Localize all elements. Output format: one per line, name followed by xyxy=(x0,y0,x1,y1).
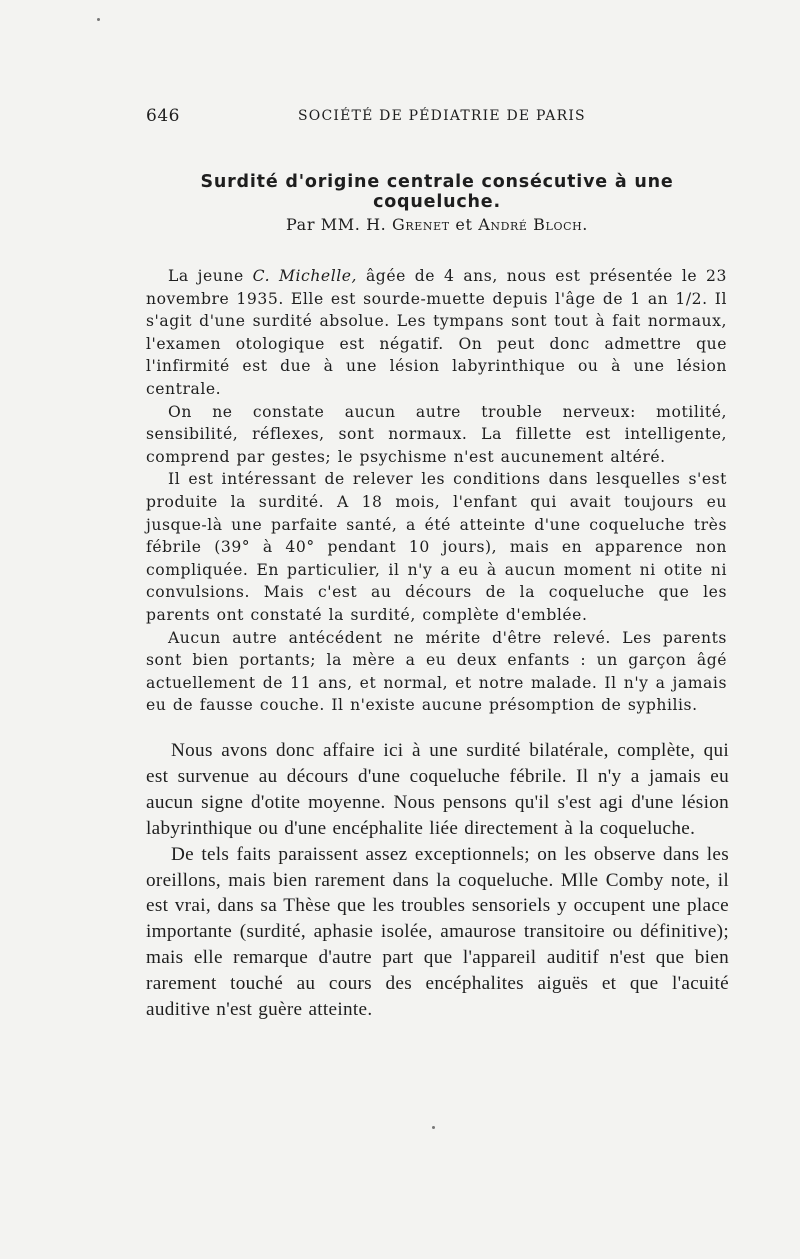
case-paragraph xyxy=(146,265,727,401)
authors-prefix: Par MM. H. xyxy=(286,215,393,234)
discussion-paragraph: De tels faits paraissent assez exceptionnels; on les observe dans les oreillons, mais bien rarement dans la coqueluche. Mlle Comby note, il est vrai, dans sa Thèse que les troubles sensoriels y occupent une place importante (surdité, aphasie isolée, amaurose transitoire ou définitive); mais elle remarque d'autre part que l'appareil auditif n'est que bien rarement touché au cours des encéphalites aiguës et que l'acuité auditive n'est guère atteinte. xyxy=(146,843,729,1021)
case-paragraph: Aucun autre antécédent ne mérite d'être relevé. Les parents sont bien portants; la mère a eu deux enfants : un garçon âgé actuellement de 11 ans, et normal, et notre malade. Il n'y a jamais eu de fausse couche. Il n'existe aucune présomption de syphilis. xyxy=(146,628,727,715)
article-authors xyxy=(146,215,728,234)
case-paragraph: Il est intéressant de relever les conditions dans lesquelles s'est produite la surdité. A 18 mois, l'enfant qui avait toujours eu jusque-là une parfaite santé, a été atteinte d'une coqueluche très fébrile (39° à 40° pendant 10 jours), mais en apparence non compliquée. En particulier, il n'y a eu à aucun moment ni otite ni convulsions. Mais c'est au décours de la coqueluche que les parents ont constaté la surdité, complète d'emblée. xyxy=(146,470,727,624)
case-report xyxy=(146,265,727,717)
case-paragraph: On ne constate aucun autre trouble nerveux: motilité, sensibilité, réflexes, sont normaux. La fillette est intelligente, comprend par gestes; le psychisme n'est aucunement altéré. xyxy=(146,402,727,466)
authors-suffix: . xyxy=(582,215,588,234)
author-bloch: André Bloch xyxy=(478,215,583,234)
author-grenet: Grenet xyxy=(392,215,450,234)
discussion xyxy=(146,738,729,1023)
case-p1-text: âgée de 4 ans, nous est présentée le 23 novembre 1935. Elle est sourde-muette depuis l'âge de 1 an 1/2. Il s'agit d'une surdité absolue. Les tympans sont tout à fait normaux, l'examen otologique est négatif. On peut donc admettre que l'infirmité est due à une lésion labyrinthique ou à une lésion centrale. xyxy=(146,267,727,398)
discussion-paragraph: Nous avons donc affaire ici à une surdité bilatérale, complète, qui est survenue au décours d'une coqueluche fébrile. Il n'y a jamais eu aucun signe d'otite moyenne. Nous pensons qu'il s'est agi d'une lésion labyrinthique ou d'une encéphalite liée directement à la coqueluche. xyxy=(146,740,729,839)
patient-name: C. Michelle, xyxy=(252,267,358,285)
page-number: 646 xyxy=(146,106,180,126)
dust-speck xyxy=(97,18,100,21)
article-title: Surdité d'origine centrale consécutive à une coqueluche. xyxy=(200,172,674,212)
case-p1-intro: La jeune xyxy=(168,267,253,285)
authors-and: et xyxy=(449,215,479,234)
running-head: SOCIÉTÉ DE PÉDIATRIE DE PARIS xyxy=(298,108,586,124)
dust-speck xyxy=(432,1126,435,1129)
